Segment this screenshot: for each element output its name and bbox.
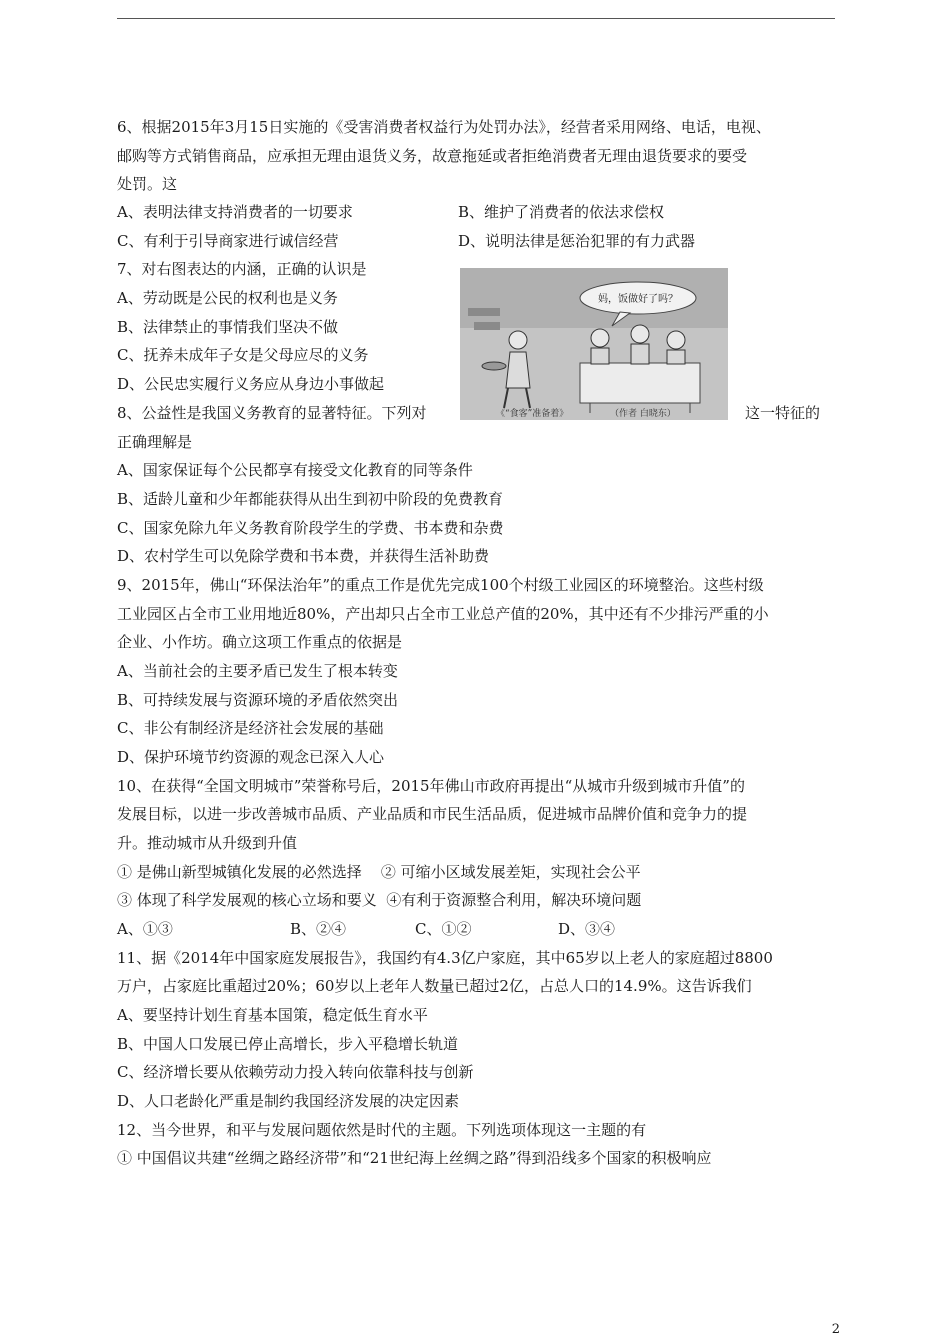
q9-option-d: D、保护环境节约资源的观念已深入人心	[117, 748, 385, 766]
cartoon-caption-author: （作者 白晓东）	[610, 409, 676, 419]
q9-option-a: A、当前社会的主要矛盾已发生了根本转变	[117, 662, 398, 680]
q7-option-d: D、公民忠实履行义务应从身边小事做起	[117, 375, 385, 393]
q11-option-a: A、要坚持计划生育基本国策，稳定低生育水平	[117, 1006, 428, 1024]
q7-stem: 7、对右图表达的内涵，正确的认识是	[117, 260, 367, 278]
q8-stem-left: 8、公益性是我国义务教育的显著特征。下列对	[117, 404, 427, 422]
q7-option-b: B、法律禁止的事情我们坚决不做	[117, 318, 339, 336]
q6-option-b: B、维护了消费者的依法求偿权	[458, 203, 665, 221]
q8-option-c: C、国家免除九年义务教育阶段学生的学费、书本费和杂费	[117, 519, 504, 537]
q9-option-b: B、可持续发展与资源环境的矛盾依然突出	[117, 691, 399, 709]
q8-option-a: A、国家保证每个公民都享有接受文化教育的同等条件	[117, 461, 473, 479]
q8-option-d: D、农村学生可以免除学费和书本费，并获得生活补助费	[117, 547, 490, 565]
q11-option-c: C、经济增长要从依赖劳动力投入转向依靠科技与创新	[117, 1063, 474, 1081]
q11-stem-line-2: 万户，占家庭比重超过20%；60岁以上老年人数量已超过2亿，占总人口的14.9%。这告诉我们	[117, 977, 752, 995]
q10-stem-line-1: 10、在获得“全国文明城市”荣誉称号后，2015年佛山市政府再提出“从城市升级到城市升值”的	[117, 777, 745, 795]
q10-choice-c: C、①②	[415, 920, 472, 938]
q10-choice-d: D、③④	[558, 920, 616, 938]
q10-stem-line-2: 发展目标，以进一步改善城市品质、产业品质和市民生活品质，促进城市品牌价值和竞争力的提	[117, 805, 748, 823]
q11-option-b: B、中国人口发展已停止高增长，步入平稳增长轨道	[117, 1035, 459, 1053]
q6-option-c: C、有利于引导商家进行诚信经营	[117, 232, 339, 250]
q9-stem-line-2: 工业园区占全市工业用地近80%，产出却只占全市工业总产值的20%，其中还有不少排污严重的小	[117, 605, 769, 623]
q6-stem-line-2: 邮购等方式销售商品，应承担无理由退货义务，故意拖延或者拒绝消费者无理由退货要求的要受	[117, 147, 748, 165]
q7-option-c: C、抚养未成年子女是父母应尽的义务	[117, 346, 369, 364]
q6-option-a: A、表明法律支持消费者的一切要求	[117, 203, 353, 221]
q6-option-d: D、说明法律是惩治犯罪的有力武器	[458, 232, 696, 250]
q12-stem: 12、当今世界，和平与发展问题依然是时代的主题。下列选项体现这一主题的有	[117, 1121, 647, 1139]
q10-choice-a: A、①③	[117, 920, 173, 938]
page-number: 2	[831, 1322, 840, 1337]
q10-items-line-2: ③ 体现了科学发展观的核心立场和要义 ④有利于资源整合利用，解决环境问题	[117, 891, 642, 909]
cartoon-caption-title: 《“食客”准备着》	[496, 409, 569, 419]
q10-stem-line-3: 升。推动城市从升级到升值	[117, 834, 298, 852]
q9-stem-line-3: 企业、小作坊。确立这项工作重点的依据是	[117, 633, 403, 651]
q11-option-d: D、人口老龄化严重是制约我国经济发展的决定因素	[117, 1092, 460, 1110]
q6-stem-line-1: 6、根据2015年3月15日实施的《受害消费者权益行为处罚办法》，经营者采用网络、电话，电视、	[117, 118, 771, 136]
q6-stem-line-3: 处罚。这	[117, 175, 178, 193]
q8-option-b: B、适龄儿童和少年都能获得从出生到初中阶段的免费教育	[117, 490, 504, 508]
q8-stem-cont: 正确理解是	[117, 433, 193, 451]
cartoon-image	[460, 268, 728, 420]
q8-stem-right: 这一特征的	[745, 404, 821, 422]
q9-stem-line-1: 9、2015年，佛山“环保法治年”的重点工作是优先完成100个村级工业园区的环境整治。这些村级	[117, 576, 764, 594]
cartoon-speech: 妈，饭做好了吗？	[598, 294, 678, 305]
q10-items-line-1: ① 是佛山新型城镇化发展的必然选择 ② 可缩小区域发展差矩，实现社会公平	[117, 863, 641, 881]
q10-choice-b: B、②④	[290, 920, 347, 938]
q9-option-c: C、非公有制经济是经济社会发展的基础	[117, 719, 384, 737]
q11-stem-line-1: 11、据《2014年中国家庭发展报告》，我国约有4.3亿户家庭，其中65岁以上老人的家庭超过8800	[117, 949, 773, 967]
q7-option-a: A、劳动既是公民的权利也是义务	[117, 289, 338, 307]
header-rule	[117, 18, 835, 19]
q12-item-1: ① 中国倡议共建“丝绸之路经济带”和“21世纪海上丝绸之路”得到沿线多个国家的积极响应	[117, 1149, 712, 1167]
